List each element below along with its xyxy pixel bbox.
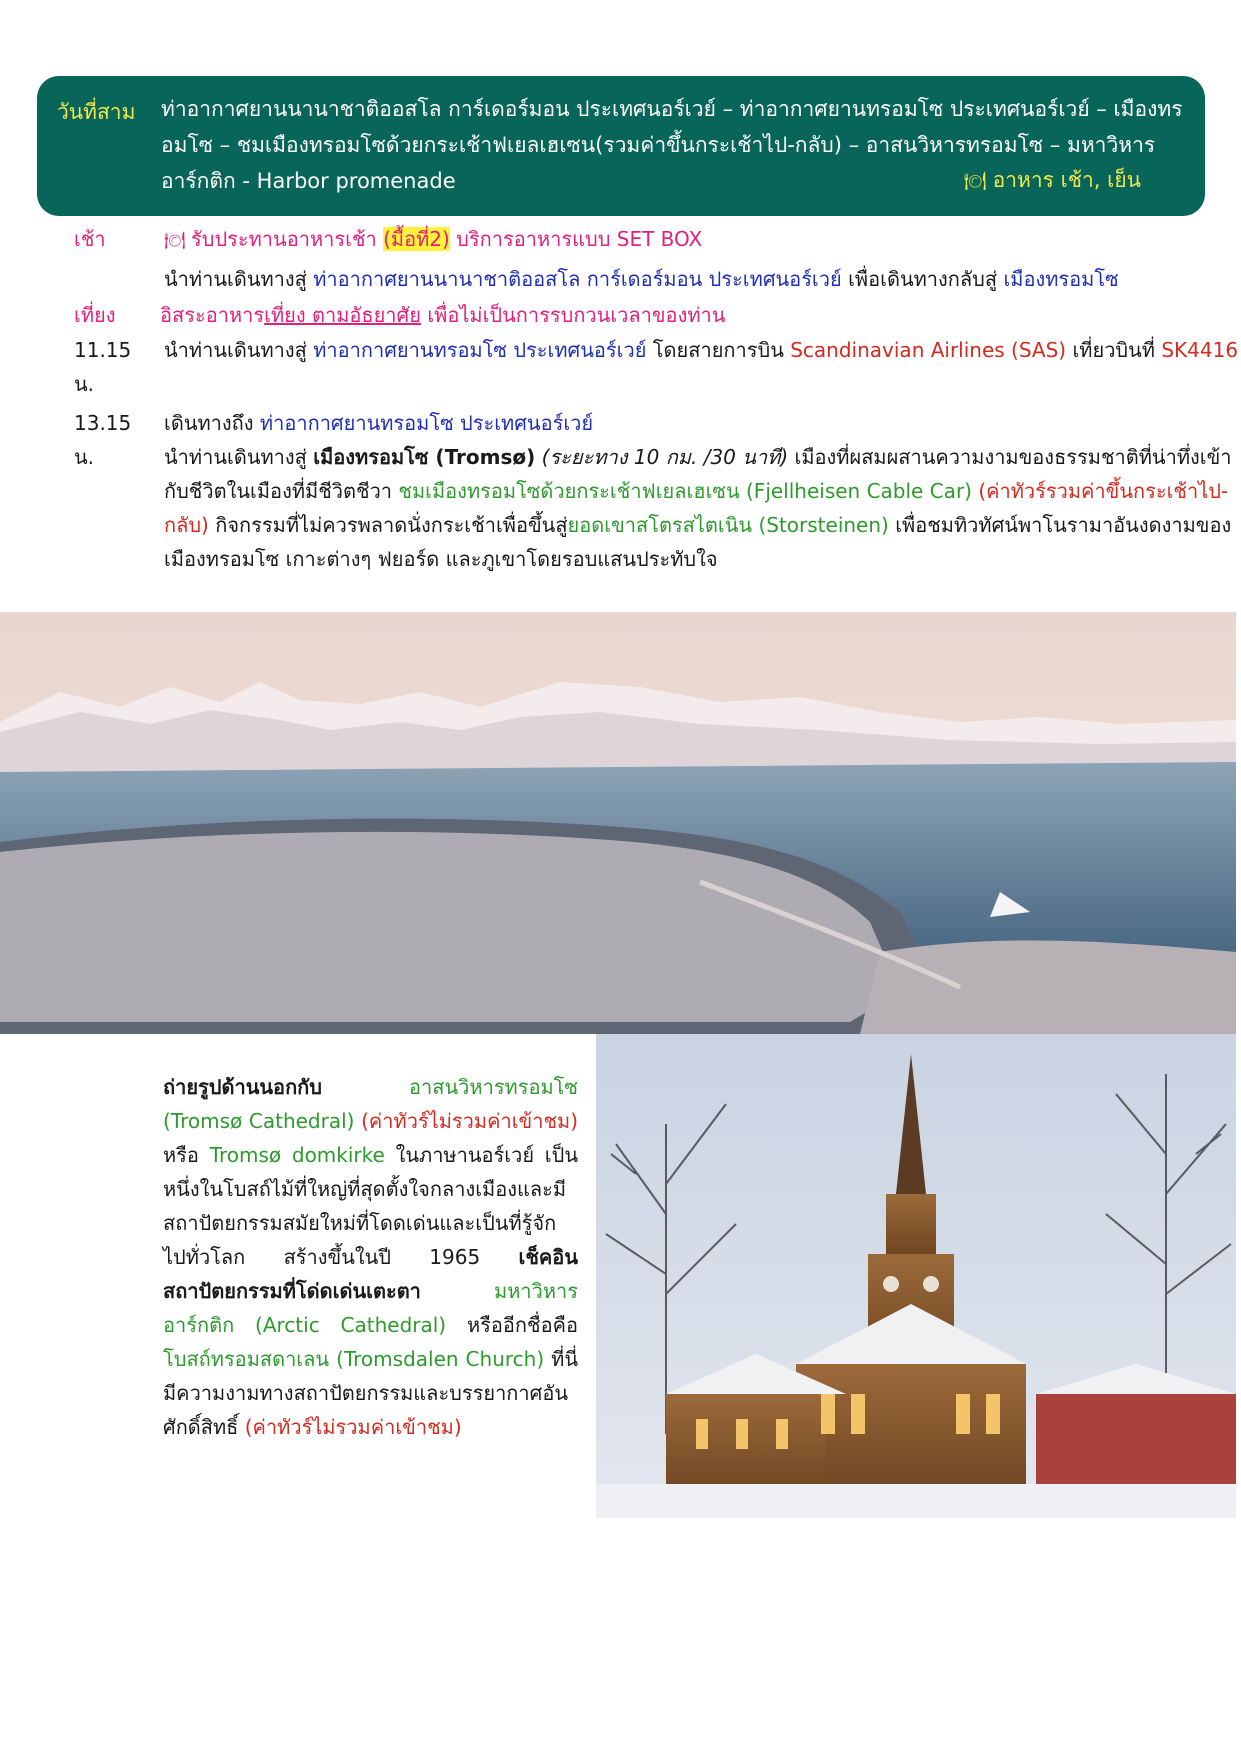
text: เพื่อไม่เป็นการรบกวนเวลาของท่าน	[420, 303, 726, 327]
lunch-text	[160, 298, 1235, 332]
time-label: 11.15 น.	[74, 338, 132, 396]
dish-icon: 🍽	[963, 171, 987, 192]
text: นำท่านเดินทางสู่	[164, 267, 314, 291]
text: ถ่ายรูปด้านนอกกับ	[163, 1075, 410, 1099]
price-note: (ค่าทัวร์ไม่รวมค่าเข้าชม)	[244, 1415, 462, 1439]
cathedral-name: อาสนวิหารทรอมโซ (Tromsø Cathedral)	[163, 1075, 578, 1133]
checkin-highlight: เช็คอินสถาปัตยกรรมที่โด่ดเด่นเตะตา	[163, 1245, 578, 1303]
schedule-body	[164, 222, 1239, 296]
price-note: (ค่าทัวร์รวมค่าขึ้นกระเช้าไป-กลับ)	[164, 479, 1229, 537]
tromso-paragraph	[164, 440, 1239, 576]
tromso-aerial-photo	[0, 612, 1236, 1034]
text: นำท่านเดินทางสู่	[164, 338, 314, 362]
city-name: เมืองทรอมโซ (Tromsø)	[313, 445, 536, 469]
airport-name: ท่าอากาศยานนานาชาติออสโล การ์เดอร์มอน ประเทศนอร์เวย์	[313, 267, 842, 291]
text: เพื่อชมทิวทัศน์พาโนรามาอันงดงามของเมืองทรอมโซ เกาะต่างๆ ฟยอร์ด และภูเขาโดยรอบแสนประทับใจ	[164, 513, 1232, 571]
text: นำท่านเดินทางสู่	[164, 445, 314, 469]
arrival-line	[164, 406, 1239, 440]
tromso-cathedral-photo	[596, 1034, 1236, 1518]
norwegian-name: Tromsø domkirke	[209, 1143, 385, 1167]
day-header	[37, 76, 1205, 216]
text: ในภาษานอร์เวย์ เป็นหนึ่งในโบสถ์ไม้ที่ใหญ่ที่สุดตั้งใจกลางเมืองและมีสถาปัตยกรรมสมัยใหม่ที่โดดเด่นและเป็นที่รู้จักไปทั่วโลก สร้างขึ้นในปี 1965	[163, 1143, 578, 1269]
breakfast-service: บริการอาหารแบบ SET BOX	[449, 227, 703, 251]
cathedral-description	[163, 1070, 578, 1444]
text: อิสระอาหาร	[160, 303, 265, 327]
price-note: (ค่าทัวร์ไม่รวมค่าเข้าชม)	[354, 1109, 578, 1133]
text: โดยสายการบิน	[646, 338, 791, 362]
dish-icon: 🍽	[164, 231, 191, 251]
day-label: วันที่สาม	[57, 100, 136, 124]
meal-count-highlight: (มื้อที่2)	[383, 227, 450, 251]
text: เพื่อเดินทางกลับสู่	[841, 267, 1004, 291]
cable-car-name: ชมเมืองทรอมโซด้วยกระเช้าฟเยลเฮเซน (Fjellheisen Cable Car)	[398, 479, 972, 503]
breakfast-text: รับประทานอาหารเช้า	[191, 227, 384, 251]
text: เมืองที่ผสมผสานความงามของธรรมชาติที่น่าทึ่งเข้ากับชีวิตในเมืองที่มีชีวิตชีวา	[164, 445, 1232, 503]
text: เดินทางถึง	[164, 411, 260, 435]
arrival-text	[164, 406, 1239, 576]
text: เที่ยวบินที่	[1066, 338, 1162, 362]
flight-text	[164, 333, 1239, 367]
tromsdalen-church-name: โบสถ์ทรอมสดาเลน (Tromsdalen Church)	[163, 1347, 545, 1371]
distance-note: (ระยะทาง 10 กม. /30 นาที)	[535, 445, 789, 469]
meals-text: อาหาร เช้า, เย็น	[992, 168, 1141, 192]
text: หรือ	[163, 1143, 210, 1167]
airport-name: ท่าอากาศยานทรอมโซ ประเทศนอร์เวย์	[313, 338, 647, 362]
arctic-cathedral-name: มหาวิหารอาร์กติก (Arctic Cathedral)	[163, 1279, 578, 1337]
time-label: 13.15 น.	[74, 411, 132, 469]
text: หรืออีกชื่อคือ	[446, 1313, 578, 1337]
flight-number: SK4416	[1161, 338, 1239, 362]
text: ที่นี่มีความงามทางสถาปัตยกรรมและบรรยากาศอันศักดิ์สิทธิ์	[163, 1347, 578, 1439]
underlined-text: เที่ยง ตามอัธยาศัย	[264, 303, 421, 327]
text: กิจกรรมที่ไม่ควรพลาดนั่งกระเช้าเพื่อขึ้นสู่	[208, 513, 568, 537]
city-name: เมืองทรอมโซ	[1003, 267, 1119, 291]
airline-name: Scandinavian Airlines (SAS)	[790, 338, 1067, 362]
day-title: ท่าอากาศยานนานาชาติออสโล การ์เดอร์มอน ประเทศนอร์เวย์ – ท่าอากาศยานทรอมโซ ประเทศนอร์เวย์ – เมืองทรอมโซ – ชมเมืองทรอมโซด้วยกระเช้าฟเยลเฮเซน(รวมค่าขึ้นกระเช้าไป-กลับ) – อาสนวิหารทรอมโซ – มหาวิหารอาร์กติก - Harbor promenade	[161, 97, 1183, 193]
time-label: เที่ยง	[74, 303, 116, 327]
airport-name: ท่าอากาศยานทรอมโซ ประเทศนอร์เวย์	[259, 411, 594, 435]
breakfast-line	[164, 222, 1239, 258]
time-label: เช้า	[74, 227, 106, 251]
transfer-line	[164, 262, 1239, 296]
peak-name: ยอดเขาสโตรสไตเนิน (Storsteinen)	[567, 513, 889, 537]
meals-info	[964, 164, 1141, 197]
